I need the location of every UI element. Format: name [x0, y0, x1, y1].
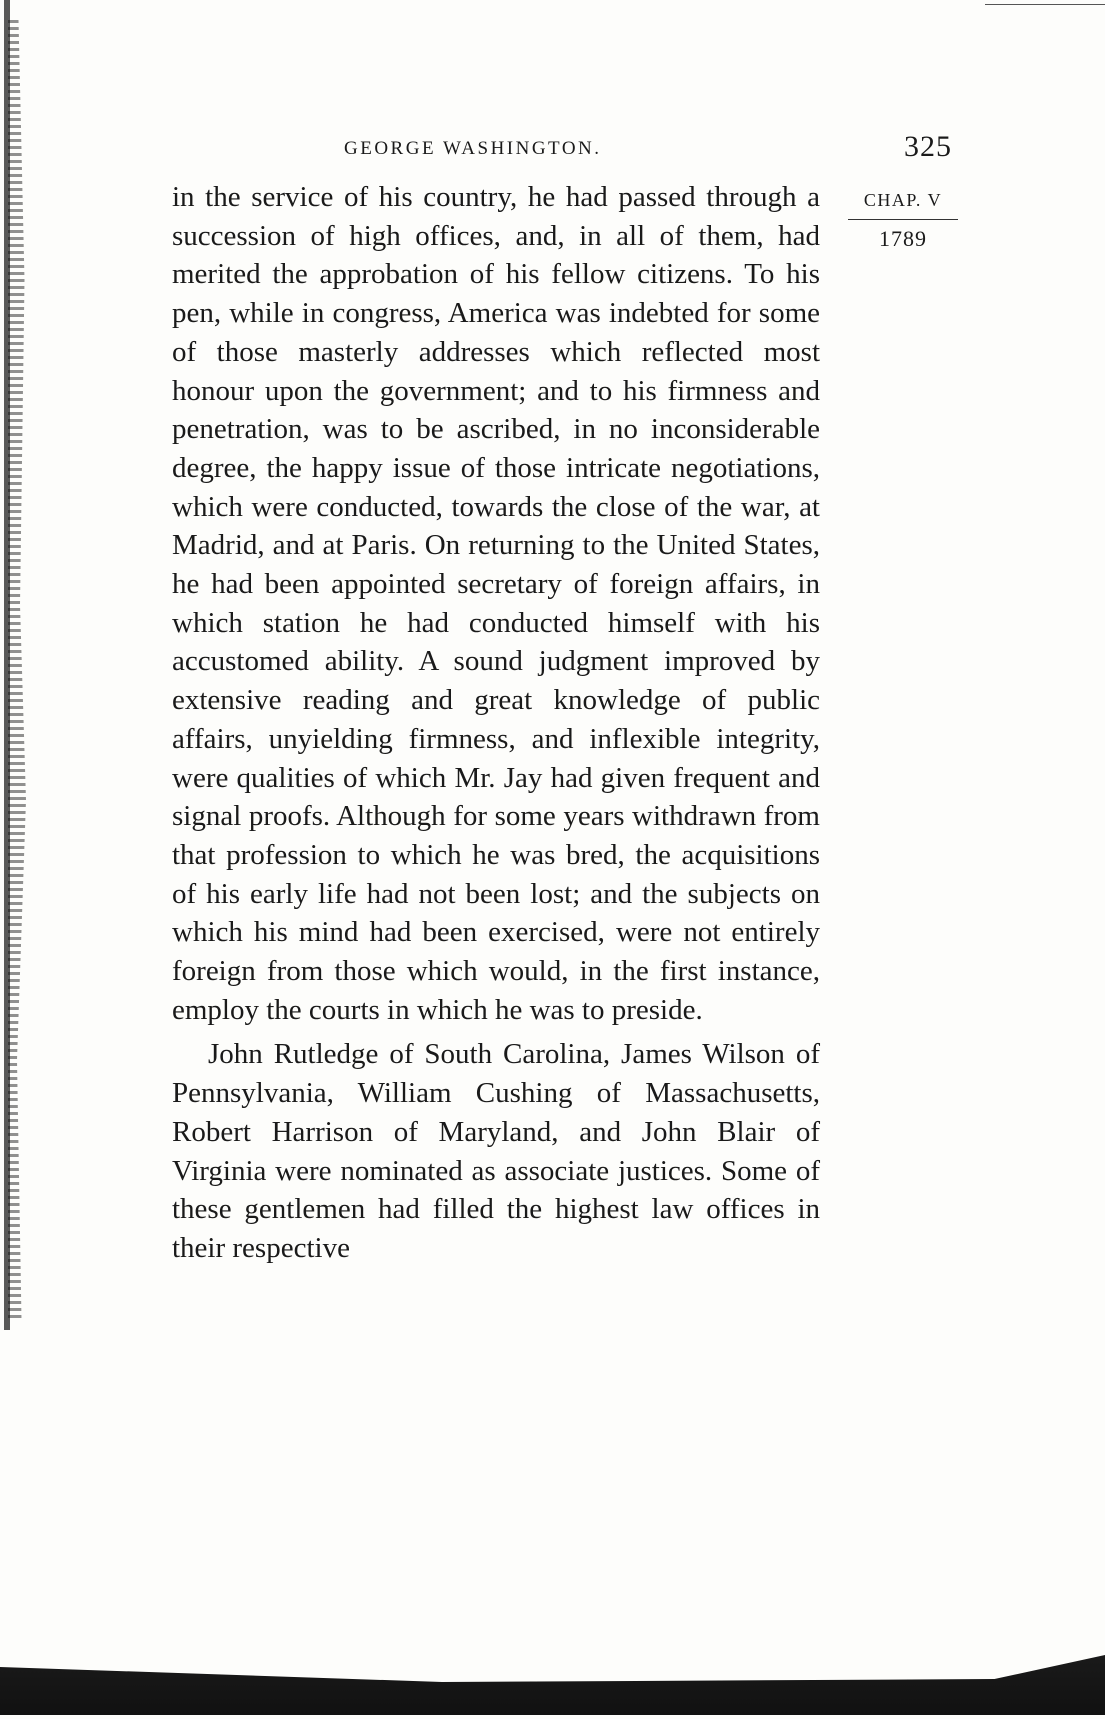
paragraph: in the service of his country, he had passed through a succession of high offices, and, in all of them, had merited the approbation of his fellow citizens. To his pen, while in congress, America was indebted for some of those masterly addresses which reflected most honour upon the government; and to his firmness and penetration, was to be ascribed, in no inconsiderable degree, the happy issue of those intricate negotiations, which were conducted, towards the close of the war, at Madrid, and at Paris. On returning to the United States, he had been appointed secretary of foreign affairs, in which station he had conducted himself with his accustomed ability. A sound judgment improved by extensive reading and great knowledge of public affairs, unyielding firmness, and inflexible integrity, were qualities of which Mr. Jay had given frequent and signal proofs. Although for some years withdrawn from that profession to which he was bred, the acquisitions of his early life had not been lost; and the subjects on which his mind had been exercised, were not entirely foreign from those which would, in the first instance, employ the courts in which he was to preside. — [172, 181, 820, 1026]
bottom-scan-shadow — [0, 1655, 1105, 1715]
paragraph: John Rutledge of South Carolina, James Wilson of Pennsylvania, William Cushing of Massachusetts, Robert Harrison of Maryland, and John Blair of Virginia were nominated as associate justices. Some of these gentlemen had filled the highest law offices in their respective — [172, 1038, 820, 1264]
running-title: GEORGE WASHINGTON. — [344, 138, 602, 159]
page-number: 325 — [904, 130, 952, 163]
year-label: 1789 — [879, 226, 927, 251]
scan-edge-line — [985, 4, 1105, 5]
margin-note — [848, 190, 958, 252]
body-text — [172, 178, 820, 1268]
binding-edge-artifact — [8, 20, 38, 1320]
running-head — [172, 130, 992, 178]
chapter-label: CHAP. V — [863, 190, 943, 210]
margin-rule — [848, 219, 958, 220]
